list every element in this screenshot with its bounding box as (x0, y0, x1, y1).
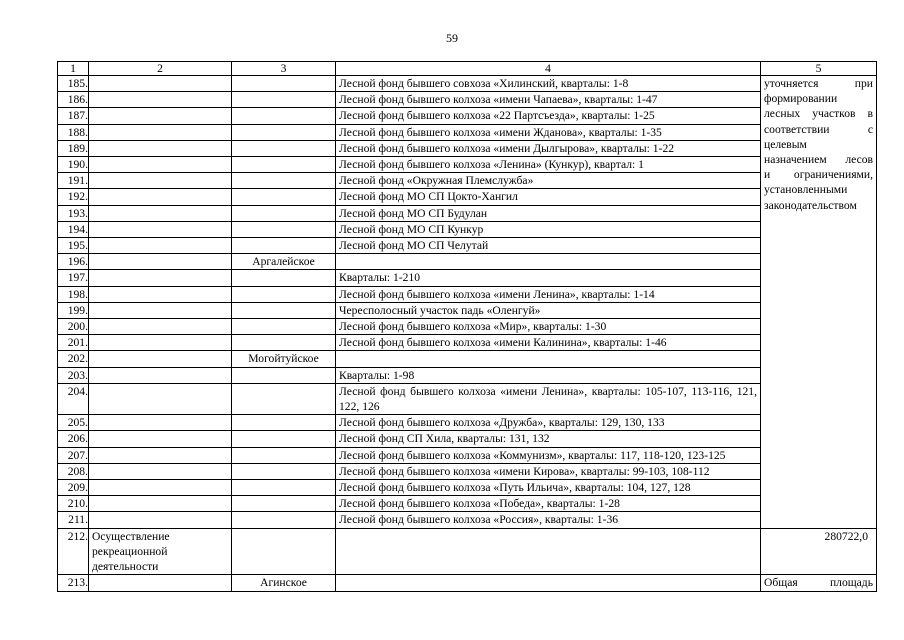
column-header-row (58, 62, 877, 76)
purpose-cell (89, 302, 232, 318)
column-header-2: 2 (89, 62, 232, 76)
purpose-cell (89, 189, 232, 205)
location-cell: Чересполосный участок падь «Оленгуй» (336, 302, 761, 318)
table-row (58, 286, 877, 302)
district-cell (232, 335, 336, 351)
table-row (58, 512, 877, 528)
district-cell (232, 319, 336, 335)
location-cell: Лесной фонд бывшего колхоза «Путь Ильича», кварталы: 104, 127, 128 (336, 480, 761, 496)
row-number: 212. (58, 528, 89, 575)
location-cell: Лесной фонд бывшего колхоза «имени Калинина», кварталы: 1-46 (336, 335, 761, 351)
table-row (58, 335, 877, 351)
row-number: 208. (58, 463, 89, 479)
table-row (58, 351, 877, 367)
purpose-cell (89, 319, 232, 335)
district-cell (232, 173, 336, 189)
row-number: 210. (58, 496, 89, 512)
district-cell (232, 447, 336, 463)
district-cell (232, 431, 336, 447)
row-number: 198. (58, 286, 89, 302)
table-row (58, 238, 877, 254)
area-note-line: назначением лесов (764, 153, 873, 167)
purpose-cell (89, 383, 232, 414)
district-cell (232, 496, 336, 512)
purpose-cell (89, 173, 232, 189)
district-cell (232, 238, 336, 254)
location-cell: Кварталы: 1-98 (336, 367, 761, 383)
purpose-cell (89, 76, 232, 92)
table-row (58, 108, 877, 124)
area-note-line: формировании (764, 92, 838, 106)
purpose-cell (89, 575, 232, 591)
area-value-cell: Общая площадь (761, 575, 877, 591)
table-row (58, 480, 877, 496)
location-cell: Лесной фонд бывшего колхоза «Россия», кварталы: 1-36 (336, 512, 761, 528)
purpose-cell (89, 463, 232, 479)
location-cell: Лесной фонд бывшего колхоза «Мир», кварталы: 1-30 (336, 319, 761, 335)
purpose-cell (89, 108, 232, 124)
area-note-line: целевым (764, 137, 807, 151)
district-cell (232, 415, 336, 431)
row-number: 196. (58, 254, 89, 270)
purpose-cell (89, 431, 232, 447)
district-cell (232, 221, 336, 237)
purpose-cell (89, 140, 232, 156)
row-number: 202. (58, 351, 89, 367)
table-row (58, 205, 877, 221)
location-cell (336, 351, 761, 367)
table-row (58, 302, 877, 318)
location-cell: Лесной фонд бывшего совхоза «Хилинский, кварталы: 1-8 (336, 76, 761, 92)
location-cell: Лесной фонд бывшего колхоза «Ленина» (Кункур), квартал: 1 (336, 157, 761, 173)
area-note-cell (761, 76, 877, 529)
area-note-line: установленными (764, 183, 848, 197)
area-note-line: соответствии с (764, 122, 873, 136)
location-cell: Лесной фонд бывшего колхоза «имени Чапаева», кварталы: 1-47 (336, 92, 761, 108)
purpose-cell (89, 496, 232, 512)
district-cell (232, 302, 336, 318)
table-row (58, 447, 877, 463)
area-note-line: лесных участков в (764, 107, 873, 121)
row-number: 204. (58, 383, 89, 414)
row-number: 187. (58, 108, 89, 124)
purpose-cell: Осуществление рекреационной деятельности (89, 528, 232, 575)
table-row (58, 124, 877, 140)
purpose-cell (89, 512, 232, 528)
district-cell (232, 383, 336, 414)
location-cell: Лесной фонд бывшего колхоза «имени Жданова», кварталы: 1-35 (336, 124, 761, 140)
purpose-cell (89, 367, 232, 383)
table-row (58, 140, 877, 156)
row-number: 211. (58, 512, 89, 528)
location-cell: Лесной фонд бывшего колхоза «имени Ленина», кварталы: 1-14 (336, 286, 761, 302)
district-cell: Могойтуйское (232, 351, 336, 367)
table-row (58, 528, 877, 575)
location-cell: Лесной фонд бывшего колхоза «Победа», кварталы: 1-28 (336, 496, 761, 512)
area-note-line: законодательством (764, 198, 857, 212)
row-number: 191. (58, 173, 89, 189)
row-number: 209. (58, 480, 89, 496)
area-value-cell: 280722,0 (761, 528, 877, 575)
row-number: 201. (58, 335, 89, 351)
district-cell: Агинское (232, 575, 336, 591)
row-number: 203. (58, 367, 89, 383)
table-row (58, 92, 877, 108)
location-cell: Лесной фонд МО СП Кункур (336, 221, 761, 237)
district-cell (232, 76, 336, 92)
table-row (58, 415, 877, 431)
district-cell (232, 463, 336, 479)
table-row (58, 463, 877, 479)
table-row (58, 254, 877, 270)
purpose-cell (89, 157, 232, 173)
location-cell (336, 254, 761, 270)
purpose-cell (89, 221, 232, 237)
purpose-cell (89, 335, 232, 351)
row-number: 205. (58, 415, 89, 431)
location-cell: Лесной фонд МО СП Будулан (336, 205, 761, 221)
table-row (58, 270, 877, 286)
location-cell: Лесной фонд бывшего колхоза «22 Партсъезда», кварталы: 1-25 (336, 108, 761, 124)
column-header-4: 4 (336, 62, 761, 76)
purpose-cell (89, 270, 232, 286)
purpose-cell (89, 447, 232, 463)
location-cell: Лесной фонд МО СП Челутай (336, 238, 761, 254)
table-row (58, 76, 877, 92)
purpose-cell (89, 238, 232, 254)
district-cell (232, 92, 336, 108)
row-number: 206. (58, 431, 89, 447)
purpose-cell (89, 351, 232, 367)
location-cell (336, 575, 761, 591)
table-row (58, 575, 877, 591)
table-row (58, 189, 877, 205)
location-cell (336, 528, 761, 575)
column-header-5: 5 (761, 62, 877, 76)
table-row (58, 367, 877, 383)
district-cell (232, 480, 336, 496)
row-number: 189. (58, 140, 89, 156)
purpose-cell (89, 92, 232, 108)
row-number: 193. (58, 205, 89, 221)
district-cell (232, 367, 336, 383)
district-cell (232, 286, 336, 302)
column-header-3: 3 (232, 62, 336, 76)
location-cell: Лесной фонд бывшего колхоза «имени Кирова», кварталы: 99-103, 108-112 (336, 463, 761, 479)
location-cell: Лесной фонд МО СП Цокто-Хангил (336, 189, 761, 205)
purpose-cell (89, 124, 232, 140)
district-cell (232, 270, 336, 286)
purpose-cell (89, 480, 232, 496)
row-number: 199. (58, 302, 89, 318)
district-cell (232, 512, 336, 528)
table-row (58, 431, 877, 447)
row-number: 197. (58, 270, 89, 286)
table-row (58, 157, 877, 173)
purpose-cell (89, 205, 232, 221)
district-cell (232, 205, 336, 221)
district-cell (232, 140, 336, 156)
table-row (58, 173, 877, 189)
row-number: 190. (58, 157, 89, 173)
row-number: 185. (58, 76, 89, 92)
purpose-cell (89, 286, 232, 302)
column-header-1: 1 (58, 62, 89, 76)
district-cell (232, 108, 336, 124)
location-cell: Кварталы: 1-210 (336, 270, 761, 286)
location-cell: Лесной фонд бывшего колхоза «Дружба», кварталы: 129, 130, 133 (336, 415, 761, 431)
table-row (58, 496, 877, 512)
row-number: 194. (58, 221, 89, 237)
district-cell (232, 157, 336, 173)
forest-registry-table (57, 61, 877, 592)
district-cell (232, 189, 336, 205)
table-row (58, 383, 877, 414)
purpose-cell (89, 415, 232, 431)
page-number: 59 (446, 31, 458, 45)
district-cell (232, 528, 336, 575)
location-cell: Лесной фонд СП Хила, кварталы: 131, 132 (336, 431, 761, 447)
table-row (58, 319, 877, 335)
row-number: 213. (58, 575, 89, 591)
location-cell: Лесной фонд бывшего колхоза «имени Ленина», кварталы: 105-107, 113-116, 121, 122, 126 (336, 383, 761, 414)
row-number: 207. (58, 447, 89, 463)
district-cell (232, 124, 336, 140)
district-cell: Аргалейское (232, 254, 336, 270)
purpose-cell (89, 254, 232, 270)
row-number: 192. (58, 189, 89, 205)
row-number: 188. (58, 124, 89, 140)
row-number: 200. (58, 319, 89, 335)
location-cell: Лесной фонд бывшего колхоза «Коммунизм», кварталы: 117, 118-120, 123-125 (336, 447, 761, 463)
table-row (58, 221, 877, 237)
location-cell: Лесной фонд бывшего колхоза «имени Дылгырова», кварталы: 1-22 (336, 140, 761, 156)
row-number: 186. (58, 92, 89, 108)
area-note-line: и ограничениями, (764, 168, 873, 182)
area-note-line: уточняется при (764, 77, 873, 90)
location-cell: Лесной фонд «Окружная Племслужба» (336, 173, 761, 189)
row-number: 195. (58, 238, 89, 254)
